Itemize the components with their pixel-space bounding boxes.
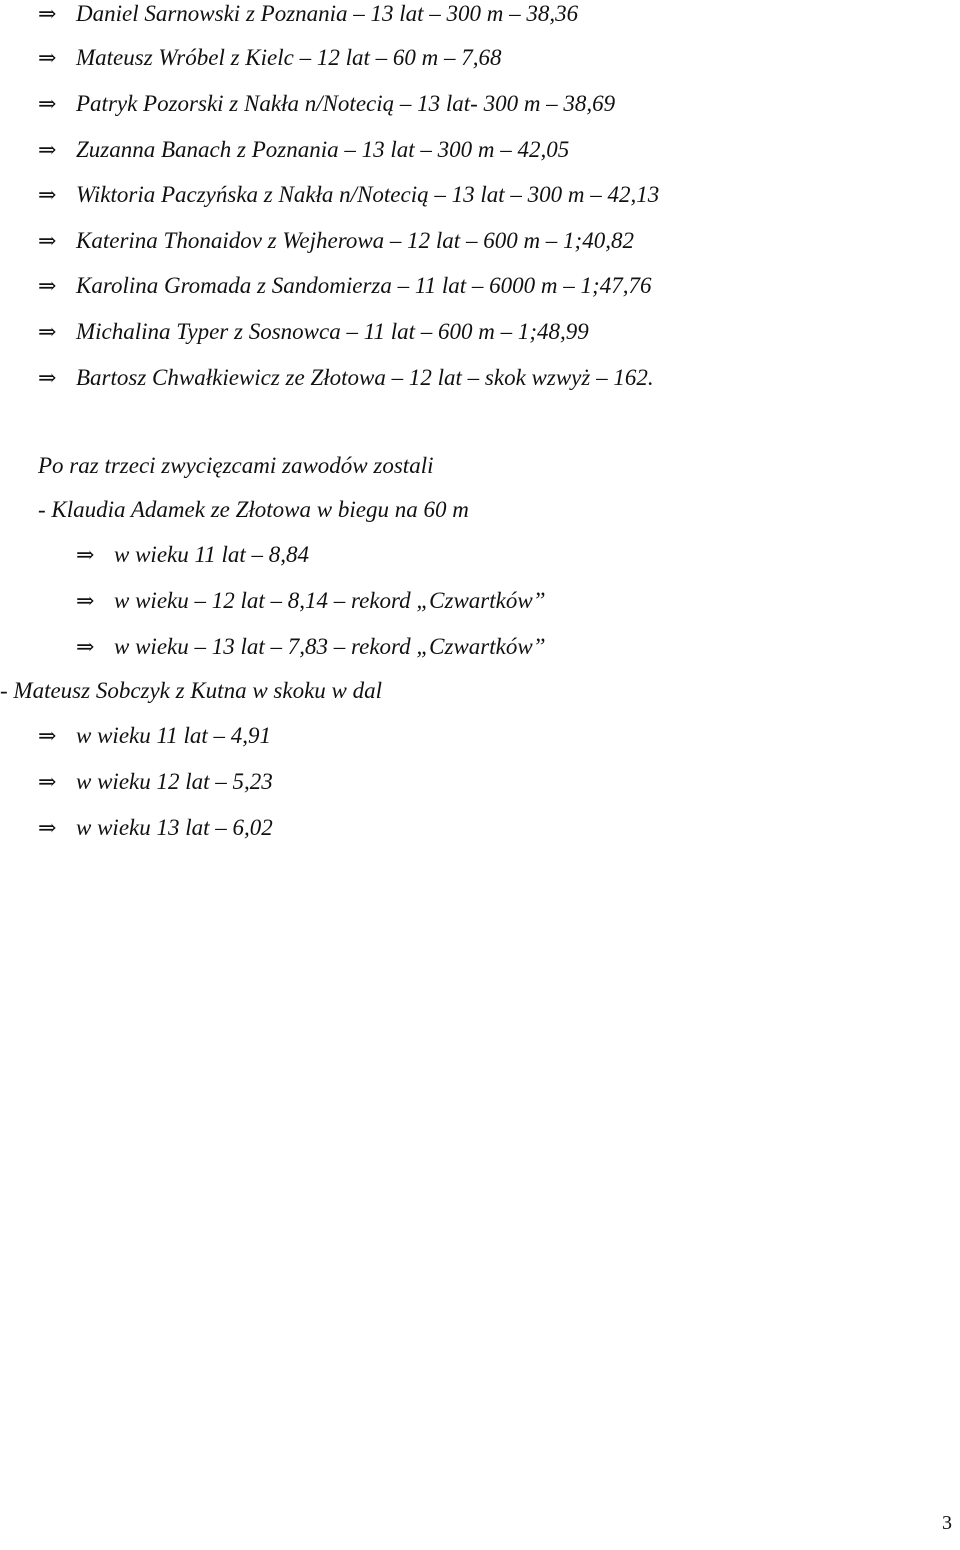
double-arrow-icon: ⇒: [76, 634, 95, 659]
double-arrow-icon: ⇒: [38, 228, 57, 253]
list-item: ⇒ Katerina Thonaidov z Wejherowa – 12 lat – 600 m – 1;40,82: [38, 228, 634, 253]
winner-label: - Klaudia Adamek ze Złotowa w biegu na 60 m: [38, 497, 469, 522]
list-item: ⇒ w wieku – 12 lat – 8,14 – rekord „Czwartków”: [76, 588, 546, 613]
double-arrow-icon: ⇒: [38, 45, 57, 70]
double-arrow-icon: ⇒: [38, 1, 57, 26]
double-arrow-icon: ⇒: [38, 365, 57, 390]
double-arrow-icon: ⇒: [38, 182, 57, 207]
list-item: ⇒ Karolina Gromada z Sandomierza – 11 lat – 6000 m – 1;47,76: [38, 273, 652, 298]
list-item: ⇒ w wieku 13 lat – 6,02: [38, 815, 273, 840]
list-item: ⇒ w wieku – 13 lat – 7,83 – rekord „Czwartków”: [76, 634, 546, 659]
list-item: ⇒ Michalina Typer z Sosnowca – 11 lat – 600 m – 1;48,99: [38, 319, 589, 344]
double-arrow-icon: ⇒: [38, 137, 57, 162]
list-item: ⇒ Patryk Pozorski z Nakła n/Notecią – 13 lat- 300 m – 38,69: [38, 91, 616, 116]
double-arrow-icon: ⇒: [38, 91, 57, 116]
list-item: ⇒ w wieku 12 lat – 5,23: [38, 769, 273, 794]
double-arrow-icon: ⇒: [38, 769, 57, 794]
double-arrow-icon: ⇒: [38, 273, 57, 298]
list-item: ⇒ w wieku 11 lat – 4,91: [38, 723, 272, 748]
double-arrow-icon: ⇒: [76, 588, 95, 613]
list-item: ⇒ Mateusz Wróbel z Kielc – 12 lat – 60 m – 7,68: [38, 45, 502, 70]
double-arrow-icon: ⇒: [38, 319, 57, 344]
list-item: ⇒ Bartosz Chwałkiewicz ze Złotowa – 12 lat – skok wzwyż – 162.: [38, 365, 654, 390]
list-item: ⇒ Zuzanna Banach z Poznania – 13 lat – 300 m – 42,05: [38, 137, 570, 162]
list-item: ⇒ Daniel Sarnowski z Poznania – 13 lat – 300 m – 38,36: [38, 1, 579, 26]
double-arrow-icon: ⇒: [76, 542, 95, 567]
winner-label: - Mateusz Sobczyk z Kutna w skoku w dal: [0, 678, 383, 703]
double-arrow-icon: ⇒: [38, 723, 57, 748]
section-heading: Po raz trzeci zwycięzcami zawodów zostali: [38, 453, 434, 478]
double-arrow-icon: ⇒: [38, 815, 57, 840]
list-item: ⇒ w wieku 11 lat – 8,84: [76, 542, 310, 567]
list-item: ⇒ Wiktoria Paczyńska z Nakła n/Notecią – 13 lat – 300 m – 42,13: [38, 182, 660, 207]
page-number: 3: [942, 1512, 952, 1534]
